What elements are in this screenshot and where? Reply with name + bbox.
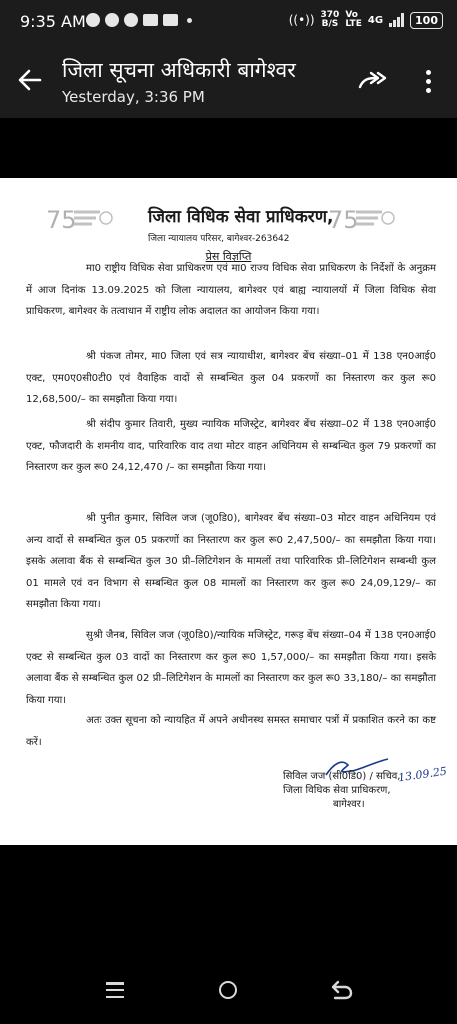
hotspot-icon: ((•)) <box>288 13 315 27</box>
notification-icons <box>86 13 192 27</box>
home-button[interactable] <box>219 981 237 999</box>
paragraph-intro: मा0 राष्ट्रीय विधिक सेवा प्राधिकरण एवं मा0 राज्य विधिक सेवा प्राधिकरण के निर्देशों के अनुक्रम में आज दिनांक 13.09.2025 को जिला न्यायालय, बागेश्वर एवं बाह्य न्यायालयों में जिला विधिक सेवा प्राधिकरण, बागेश्वर के तत्वाधान में राष्ट्रीय लोक अदालत का आयोजन किया गया। <box>26 263 436 317</box>
news-icon <box>143 14 158 26</box>
forward-arrows-icon <box>357 71 387 91</box>
azadi-amrit-emblem-icon <box>326 200 396 240</box>
press-release-image[interactable] <box>0 178 457 845</box>
signal-icon <box>389 13 404 27</box>
svg-text:75: 75 <box>46 206 77 234</box>
press-heading: प्रेस विज्ञप्ति <box>205 250 252 263</box>
paragraph-bench-1: श्री पंकज तोमर, मा0 जिला एवं सत्र न्यायाधीश, बागेश्वर बेंच संख्या–01 में 138 एन0आई0 एक्ट, एम0ए0सी0टी0 एवं वैवाहिक वादों से सम्बन्धित कुल 04 प्रकरणों का निस्तारण कर कुल रू0 12,68,500/– का समझौता किया गया। <box>26 351 436 405</box>
paragraph-bench-4: सुश्री जैनब, सिविल जज (जू0डि0)/न्यायिक मजिस्ट्रेट, गरूड़ बेंच संख्या–04 में 138 एन0आई0 एक्ट से सम्बन्धित कुल 03 वादों का निस्तारण कर कुल रू0 1,57,000/– का समझौता किया गया। इसके अलावा बैंक से सम्बन्धित कुल 02 प्री–लिटिगेशन के मामलों का निस्तारण कर कुल रू0 33,180/– का समझौता किया गया। <box>26 630 436 706</box>
app-icon <box>124 13 138 27</box>
paragraph-bench-2: श्री संदीप कुमार तिवारी, मुख्य न्यायिक मजिस्ट्रेट, बागेश्वर बेंच संख्या–02 में 138 एन0आई0 एक्ट, फौजदारी के शमनीय वाद, पारिवारिक वाद तथा मोटर वाहन अधिनियम से सम्बन्धित कुल 79 प्रकरणों का निस्तारण कर कुल रू0 24,12,470 /– का समझौता किया गया। <box>26 419 436 473</box>
app-bar <box>0 44 457 118</box>
signature-date: 13.09.25 <box>397 764 448 785</box>
recent-apps-button[interactable] <box>106 982 124 998</box>
more-vertical-icon <box>426 70 431 75</box>
azadi-amrit-emblem-icon <box>44 200 114 240</box>
net-speed <box>321 11 340 29</box>
document-header <box>0 194 457 250</box>
org-address: जिला न्यायालय परिसर, बागेश्वर-263642 <box>148 234 290 244</box>
volte-top: Vo <box>345 10 358 20</box>
volte-bottom: LTE <box>345 19 362 29</box>
back-arrow-icon[interactable] <box>331 980 353 1000</box>
paragraph-bench-3: श्री पुनीत कुमार, सिविल जज (जू0डि0), बागेश्वर बेंच संख्या–03 मोटर वाहन अधिनियम एवं अन्य वादों से सम्बन्धित कुल 05 प्रकरणों का निस्तारण कर कुल रू0 2,47,500/– का समझौता किया गया। इसके अलावा बैंक से सम्बन्धित कुल 30 प्री–लिटिगेशन के मामलों तथा पारिवारिक प्री–लिटिगेशन सम्बन्धी कुल 01 मामले एवं वन विभाग से सम्बन्धित कुल 08 मामलों का निस्तारण कर कुल रू0 24,09,129/– का समझौता किया गया। <box>26 513 436 610</box>
battery-indicator: 100 <box>410 12 443 29</box>
more-options-button[interactable] <box>414 64 442 98</box>
org-title: जिला विधिक सेवा प्राधिकरण, <box>148 207 334 227</box>
recent-apps-icon <box>106 982 124 985</box>
youtube-icon <box>163 14 178 26</box>
status-bar <box>0 0 457 44</box>
signature-block <box>283 770 453 812</box>
volte-indicator <box>345 11 362 29</box>
signatory-place: बागेश्वर। <box>333 799 365 810</box>
message-timestamp: Yesterday, 3:36 PM <box>62 88 205 106</box>
chrome-icon <box>105 13 119 27</box>
back-button[interactable] <box>12 62 48 98</box>
chat-title: जिला सूचना अधिकारी बागेश्वर <box>62 58 296 82</box>
arrow-left-icon <box>18 69 42 91</box>
signatory-office: जिला विधिक सेवा प्राधिकरण, <box>283 785 391 796</box>
more-notifications-dot-icon <box>187 18 192 23</box>
paragraph-closing: अतः उक्त सूचना को न्यायहित में अपने अधीनस्थ समस्त समाचार पत्रों में प्रकाशित करने का कष्ट करें। <box>26 715 436 748</box>
system-nav-bar <box>0 960 457 1024</box>
whatsapp-icon <box>86 13 100 27</box>
forward-button[interactable] <box>355 66 389 96</box>
status-time: 9:35 AM <box>20 12 86 31</box>
signatory-designation: सिविल जज (सी0डि0) / सचिव, <box>283 771 401 782</box>
net-speed-unit: B/S <box>321 19 339 29</box>
svg-text:75: 75 <box>328 206 359 234</box>
net-speed-value: 370 <box>320 10 340 20</box>
network-type: 4G <box>367 14 384 26</box>
status-right <box>289 11 443 29</box>
